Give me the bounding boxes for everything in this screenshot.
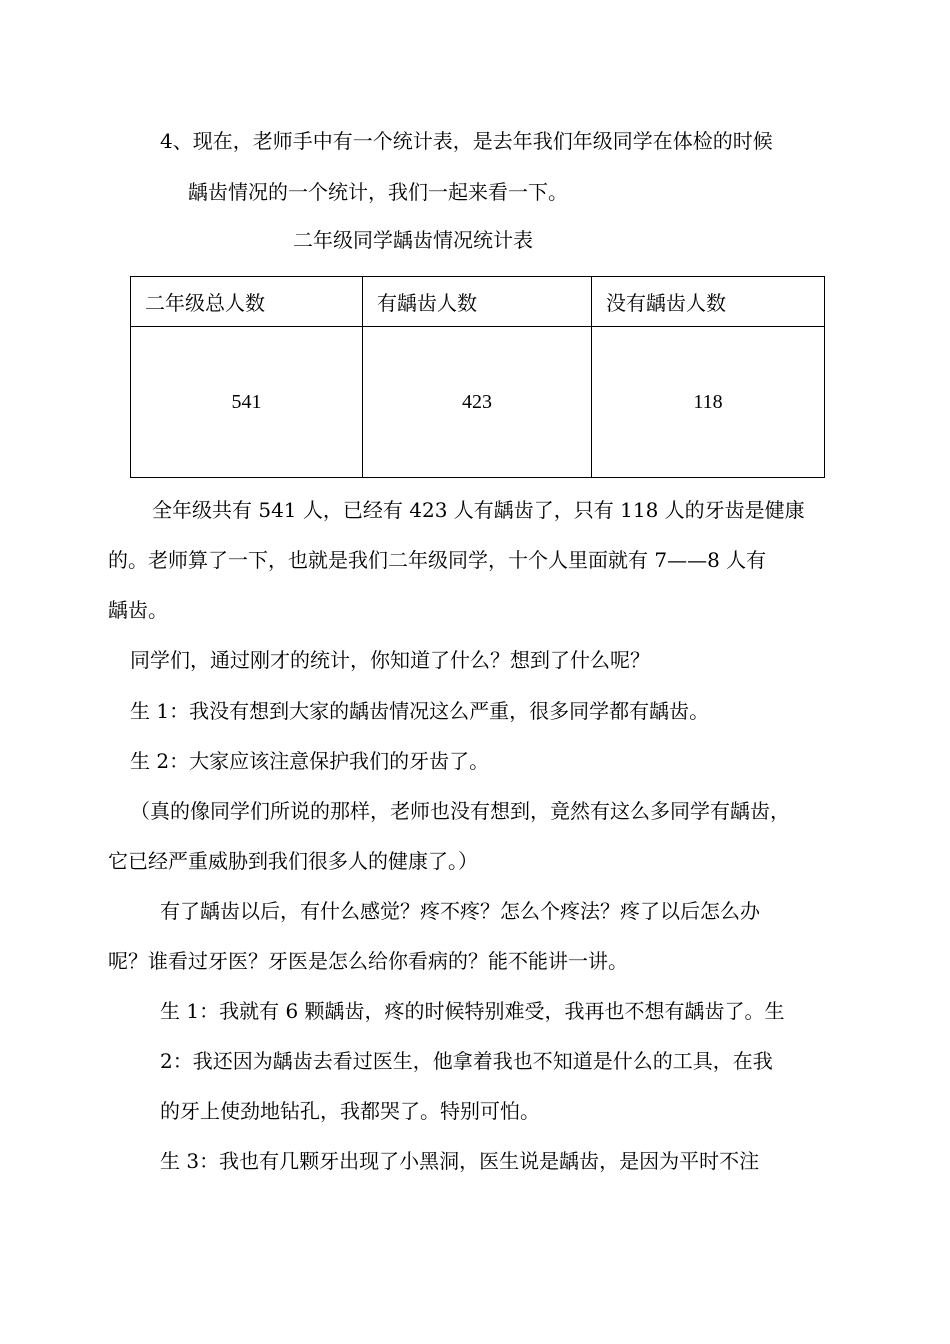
table-title: 二年级同学龋齿情况统计表 [293,228,533,252]
value-with-caries: 423 [363,327,592,478]
student-answer-1: 生 1：我没有想到大家的龋齿情况这么严重，很多同学都有龋齿。 [130,699,710,723]
student-answer-2: 生 2：大家应该注意保护我们的牙齿了。 [130,749,490,773]
teacher-question-1: 同学们，通过刚才的统计，你知道了什么？想到了什么呢？ [130,648,650,672]
table-row [131,327,825,478]
teacher-note-line-1: （真的像同学们所说的那样，老师也没有想到，竟然有这么多同学有龋齿， [130,799,790,823]
intro-line-1: 4、现在，老师手中有一个统计表，是去年我们年级同学在体检的时候 [160,129,773,153]
student-reply-3-line-1: 生 3：我也有几颗牙出现了小黑洞，医生说是龋齿，是因为平时不注 [160,1149,760,1173]
header-total-students: 二年级总人数 [131,277,363,327]
header-without-caries: 没有龋齿人数 [592,277,825,327]
student-reply-line-2: 2：我还因为龋齿去看过医生，他拿着我也不知道是什么的工具，在我 [160,1049,773,1073]
teacher-question-2-line-1: 有了龋齿以后，有什么感觉？疼不疼？怎么个疼法？疼了以后怎么办 [160,899,760,923]
value-total-students: 541 [131,327,363,478]
table-header-row [131,277,825,327]
paragraph-1-line-3: 龋齿。 [108,598,168,622]
caries-stats-table [130,276,825,478]
intro-line-2: 龋齿情况的一个统计，我们一起来看一下。 [188,180,568,204]
header-with-caries: 有龋齿人数 [363,277,592,327]
paragraph-1-line-1: 全年级共有 541 人，已经有 423 人有龋齿了，只有 118 人的牙齿是健康 [152,498,805,522]
value-without-caries: 118 [592,327,825,478]
teacher-question-2-line-2: 呢？谁看过牙医？牙医是怎么给你看病的？能不能讲一讲。 [108,949,628,973]
student-reply-line-1: 生 1：我就有 6 颗龋齿，疼的时候特别难受，我再也不想有龋齿了。生 [160,999,785,1023]
teacher-note-line-2: 它已经严重威胁到我们很多人的健康了。） [108,849,478,873]
paragraph-1-line-2: 的。老师算了一下，也就是我们二年级同学，十个人里面就有 7——8 人有 [108,548,767,572]
student-reply-line-3: 的牙上使劲地钻孔，我都哭了。特别可怕。 [160,1099,540,1123]
